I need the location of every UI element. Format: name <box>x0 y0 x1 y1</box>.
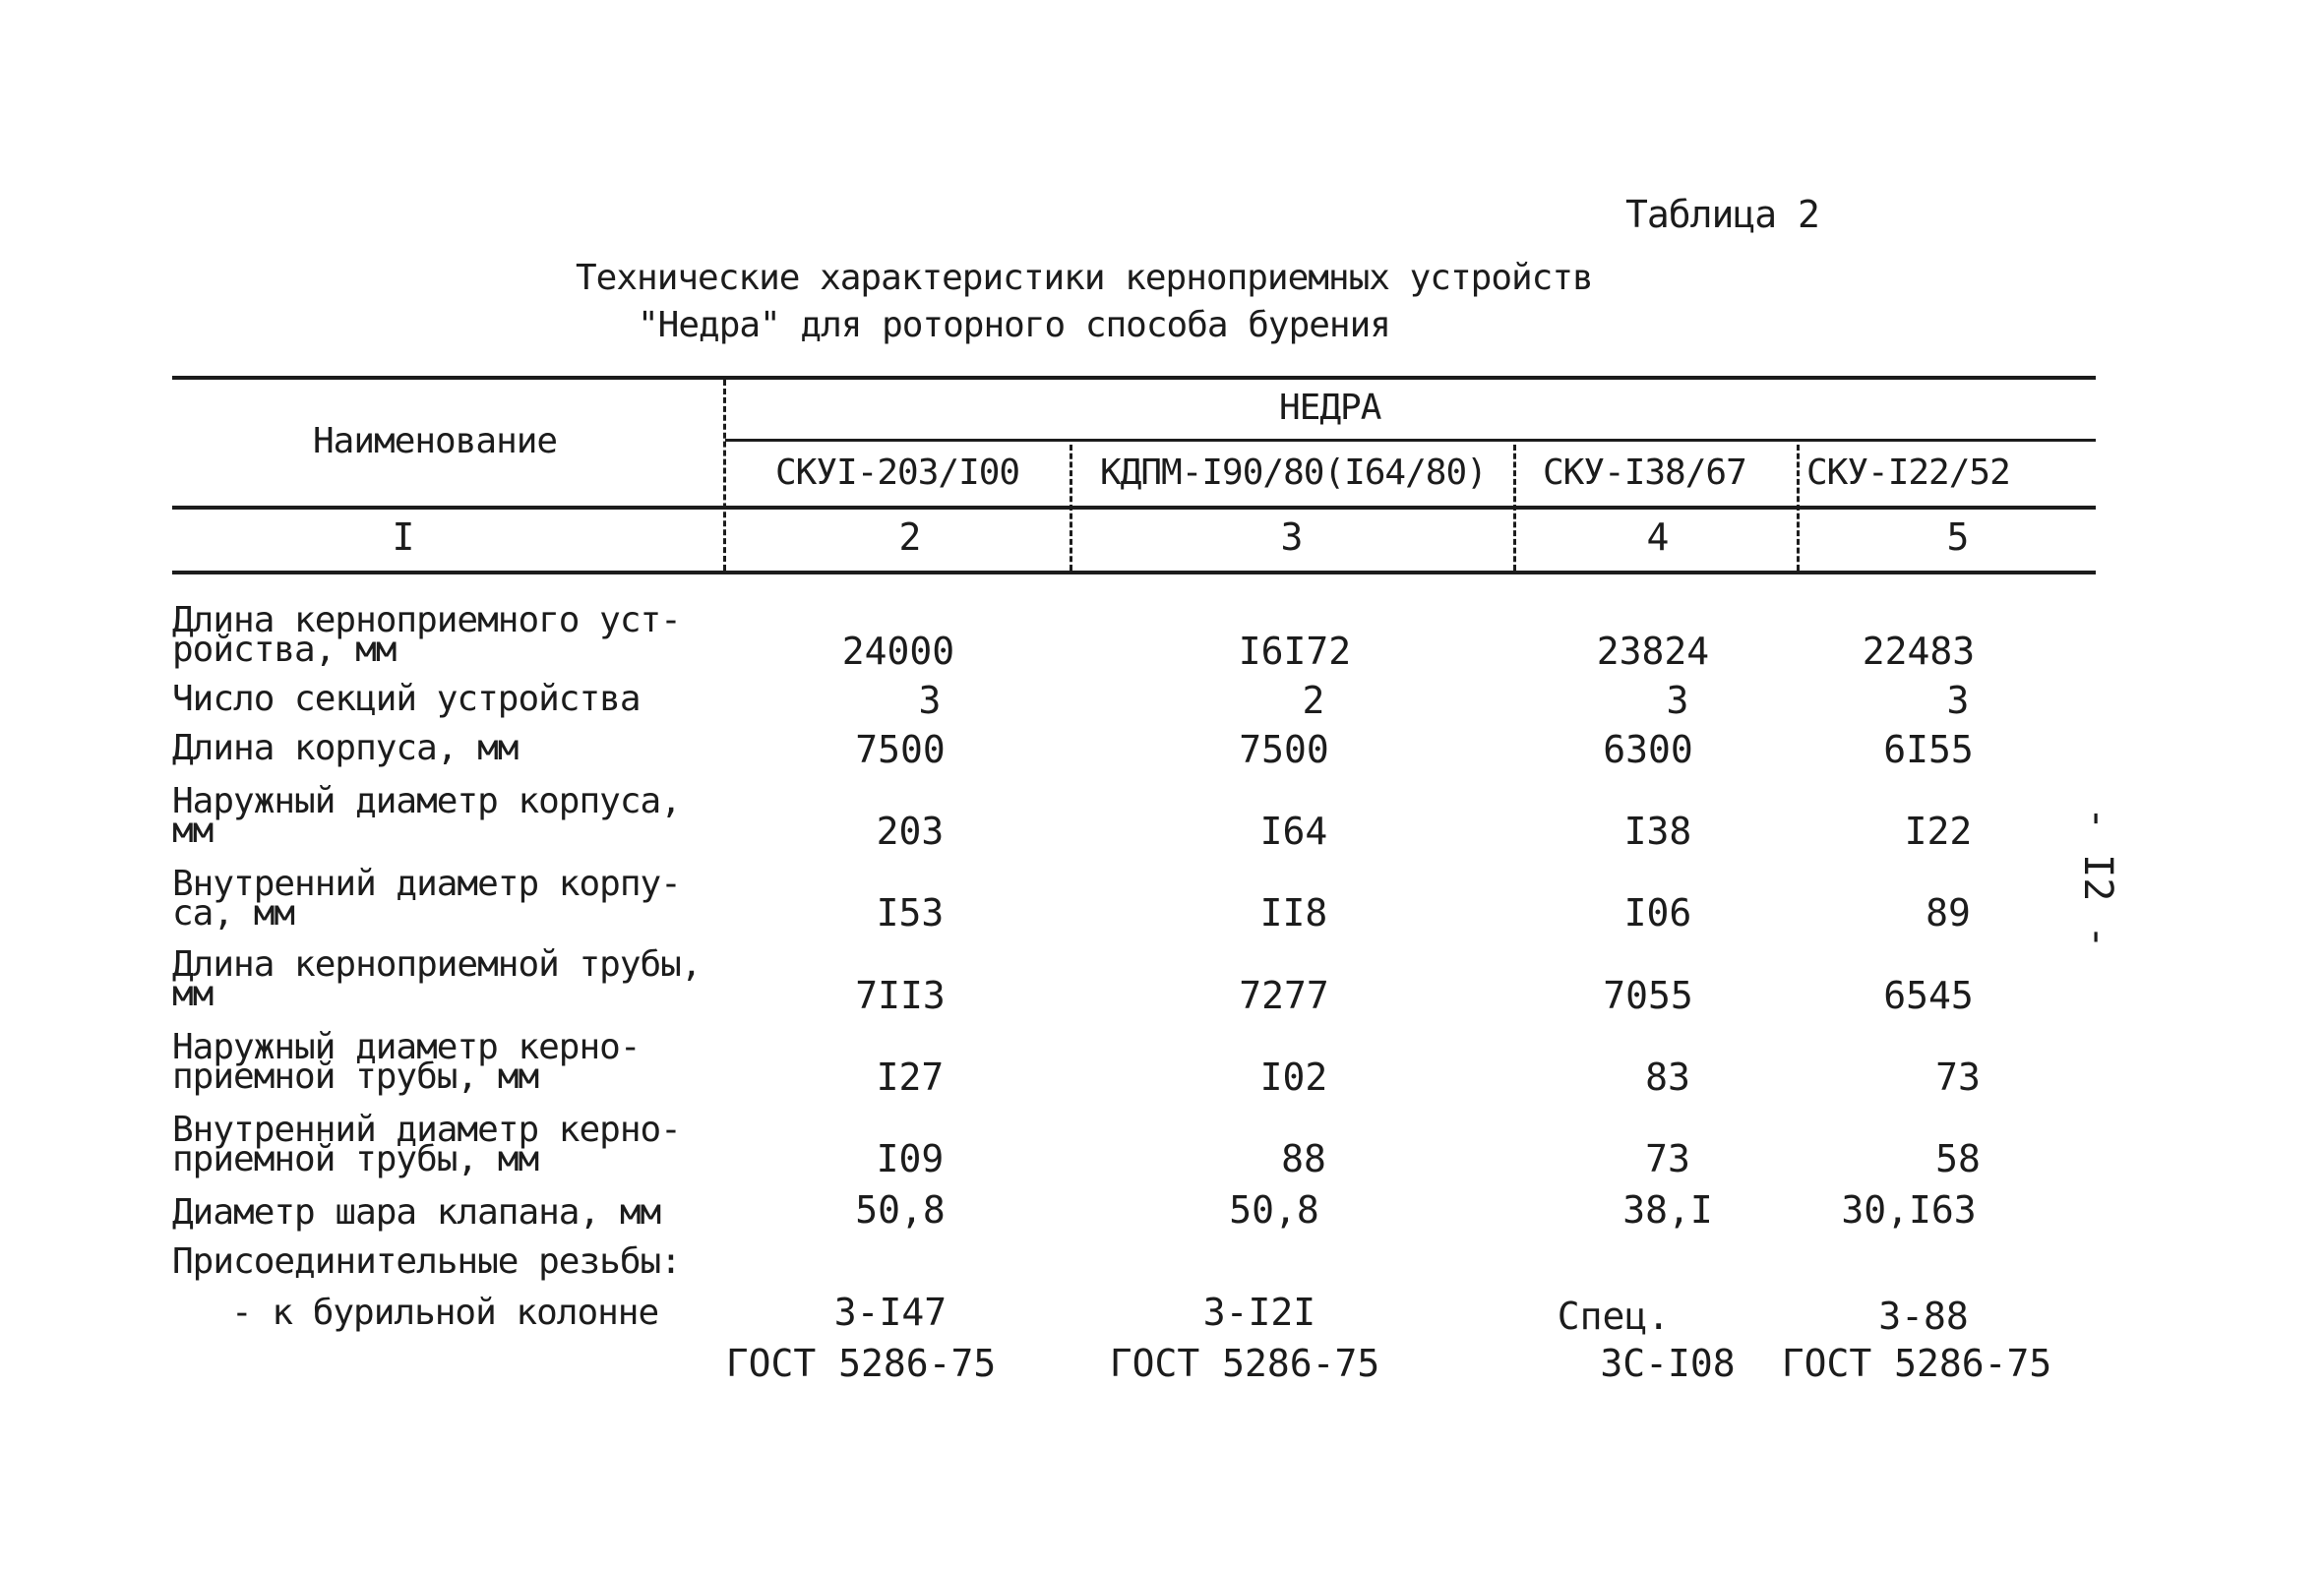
row-2-value-col2: 3 <box>918 679 942 722</box>
row-4-value-col3: I64 <box>1259 810 1328 853</box>
col-number-2: 2 <box>898 515 922 559</box>
table-label: Таблица 2 <box>1625 193 1819 236</box>
header-device-4: СКУ-I22/52 <box>1806 453 2010 493</box>
header-rule <box>172 506 2096 510</box>
threads-value-col5-line1: 3-88 <box>1878 1295 1969 1338</box>
row-7-value-col2: I27 <box>876 1056 945 1099</box>
row-5-label-line2: са, мм <box>172 893 295 934</box>
threads-value-col5-line2: ГОСТ 5286-75 <box>1781 1342 2052 1385</box>
colnum-rule <box>172 571 2096 574</box>
header-name-col: Наименование <box>313 421 558 461</box>
row-1-value-col3: I6I72 <box>1238 630 1352 673</box>
row-8-value-col2: I09 <box>876 1137 945 1180</box>
header-group: НЕДРА <box>1279 388 1381 428</box>
header-device-3: СКУ-I38/67 <box>1543 453 1746 493</box>
row-7-value-col3: I02 <box>1259 1056 1328 1099</box>
row-8-label-line2: приемной трубы, мм <box>172 1139 539 1179</box>
row-5-value-col4: I06 <box>1623 891 1692 935</box>
row-4-label-line2: мм <box>172 811 214 851</box>
col-number-3: 3 <box>1280 515 1304 559</box>
threads-value-col2-line2: ГОСТ 5286-75 <box>725 1342 997 1385</box>
threads-value-col4-line1: Спец. <box>1557 1295 1671 1338</box>
threads-heading: Присоединительные резьбы: <box>172 1241 681 1282</box>
table-title-line2: "Недра" для роторного способа бурения <box>638 305 1390 345</box>
row-6-value-col4: 7055 <box>1603 974 1693 1017</box>
row-3-value-col5: 6I55 <box>1883 728 1974 771</box>
row-3-value-col3: 7500 <box>1239 728 1329 771</box>
row-5-label-line1: Внутренний диаметр корпу- <box>172 864 681 904</box>
row-1-value-col4: 23824 <box>1596 630 1710 673</box>
row-3-label: Длина корпуса, мм <box>172 728 519 768</box>
group-rule <box>725 439 2096 442</box>
table-title-line1: Технические характеристики керноприемных устройств <box>576 258 1593 298</box>
row-8-value-col3: 88 <box>1281 1137 1326 1180</box>
row-1-value-col2: 24000 <box>841 630 955 673</box>
row-2-value-col3: 2 <box>1302 679 1325 722</box>
row-9-value-col4: 38,I <box>1622 1188 1713 1232</box>
threads-sub-label: - к бурильной колонне <box>231 1293 659 1333</box>
col-number-1: I <box>392 515 415 559</box>
row-4-value-col4: I38 <box>1623 810 1692 853</box>
row-9-value-col5: 30,I63 <box>1841 1188 1977 1232</box>
row-6-value-col2: 7II3 <box>855 974 946 1017</box>
row-4-value-col5: I22 <box>1904 810 1973 853</box>
divider-2 <box>1070 445 1072 571</box>
row-8-value-col4: 73 <box>1645 1137 1690 1180</box>
row-5-value-col2: I53 <box>876 891 945 935</box>
threads-value-col3-line1: 3-I2I <box>1202 1291 1316 1334</box>
row-2-value-col5: 3 <box>1946 679 1970 722</box>
row-9-value-col2: 50,8 <box>855 1188 946 1232</box>
row-6-label-line2: мм <box>172 974 214 1014</box>
col-number-5: 5 <box>1946 515 1970 559</box>
top-rule <box>172 376 2096 380</box>
row-4-label-line1: Наружный диаметр корпуса, <box>172 781 681 821</box>
row-3-value-col2: 7500 <box>855 728 946 771</box>
row-8-label-line1: Внутренний диаметр керно- <box>172 1110 681 1150</box>
row-3-value-col4: 6300 <box>1603 728 1693 771</box>
page-number: - I2 - <box>2075 807 2120 949</box>
row-2-value-col4: 3 <box>1666 679 1689 722</box>
row-6-value-col3: 7277 <box>1239 974 1329 1017</box>
threads-value-col2-line1: 3-I47 <box>833 1291 948 1334</box>
row-9-label: Диаметр шара клапана, мм <box>172 1192 661 1233</box>
threads-value-col3-line2: ГОСТ 5286-75 <box>1109 1342 1380 1385</box>
row-4-value-col2: 203 <box>876 810 945 853</box>
header-device-2: КДПМ-I90/80(I64/80) <box>1100 453 1487 493</box>
threads-value-col4-line2: 3С-I08 <box>1600 1342 1736 1385</box>
header-device-1: СКУI-203/I00 <box>775 453 1020 493</box>
row-7-label-line1: Наружный диаметр керно- <box>172 1027 641 1067</box>
row-7-value-col4: 83 <box>1645 1056 1690 1099</box>
row-7-value-col5: 73 <box>1935 1056 1981 1099</box>
row-9-value-col3: 50,8 <box>1229 1188 1319 1232</box>
row-5-value-col3: II8 <box>1259 891 1328 935</box>
divider-1 <box>723 380 726 571</box>
row-2-label: Число секций устройства <box>172 679 641 719</box>
row-5-value-col5: 89 <box>1926 891 1971 935</box>
row-7-label-line2: приемной трубы, мм <box>172 1056 539 1097</box>
row-6-value-col5: 6545 <box>1883 974 1974 1017</box>
row-1-label-line1: Длина керноприемного уст- <box>172 600 681 640</box>
col-number-4: 4 <box>1646 515 1670 559</box>
row-8-value-col5: 58 <box>1935 1137 1981 1180</box>
row-6-label-line1: Длина керноприемной трубы, <box>172 944 702 985</box>
row-1-label-line2: ройства, мм <box>172 630 397 670</box>
row-1-value-col5: 22483 <box>1862 630 1976 673</box>
